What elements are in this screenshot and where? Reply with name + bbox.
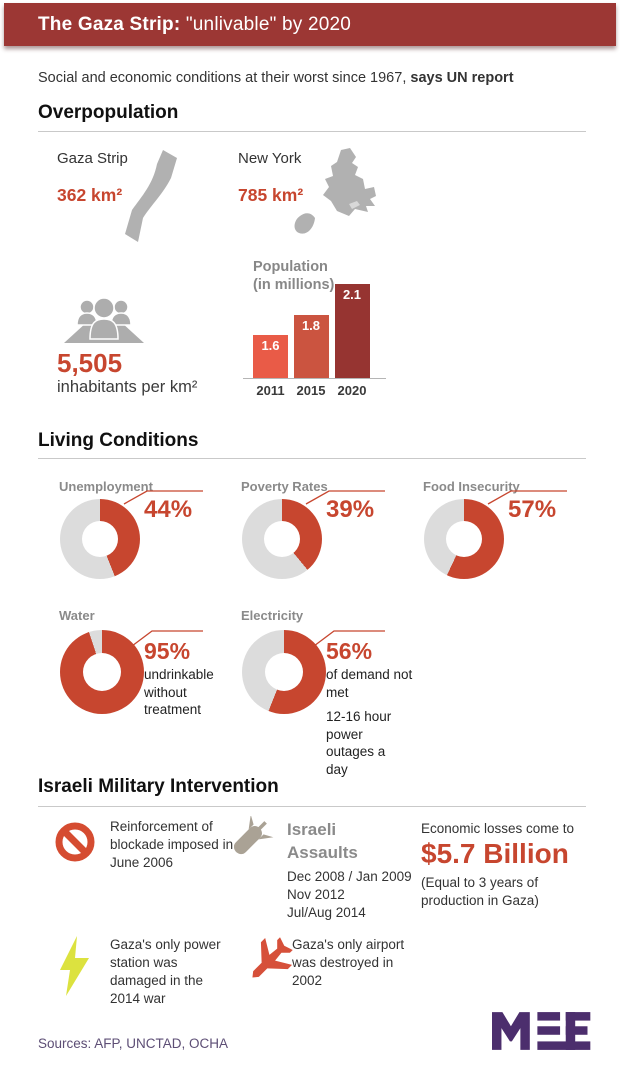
section-heading-living-conditions: Living Conditions bbox=[38, 430, 199, 451]
donut-value: 57% bbox=[508, 496, 557, 523]
economic-value: $5.7 Billion bbox=[421, 838, 569, 869]
gaza-area-label: Gaza Strip bbox=[57, 150, 128, 167]
donut-chart-food-insecurity bbox=[424, 499, 504, 579]
subtitle bbox=[38, 70, 514, 86]
subtitle-text: Social and economic conditions at their worst since 1967, bbox=[38, 70, 411, 86]
page-title-rest: "unlivable" by 2020 bbox=[180, 13, 352, 35]
no-entry-icon bbox=[55, 822, 95, 862]
density-value: 5,505 bbox=[57, 348, 123, 378]
x-tick-2015: 2015 bbox=[296, 383, 326, 398]
donut-value: 95% bbox=[144, 638, 191, 664]
power-station-text: Gaza's only power station was damaged in the 2014 war bbox=[110, 937, 221, 1006]
economic-note: (Equal to 3 years of production in Gaza) bbox=[421, 875, 539, 908]
x-tick-2020: 2020 bbox=[337, 383, 367, 398]
bar-2020 bbox=[335, 284, 370, 378]
donut-label: Poverty Rates bbox=[241, 479, 328, 494]
lightning-icon bbox=[60, 936, 90, 996]
assaults-title bbox=[287, 818, 358, 864]
assaults-title-line1: Israeli bbox=[287, 820, 337, 839]
plane-icon bbox=[242, 934, 294, 990]
assault-date: Nov 2012 bbox=[287, 887, 345, 902]
newyork-map-icon bbox=[292, 148, 376, 248]
donut-note: of demand not met bbox=[326, 667, 413, 700]
donut-cell-poverty bbox=[240, 470, 422, 600]
newyork-area-value: 785 km² bbox=[238, 185, 304, 205]
section-heading-military: Israeli Military Intervention bbox=[38, 776, 279, 797]
assault-date: Dec 2008 / Jan 2009 bbox=[287, 869, 412, 884]
blockade-text: Reinforcement of blockade imposed in June 2006 bbox=[110, 819, 234, 870]
donut-note-secondary: 12-16 hour power outages a day bbox=[326, 709, 392, 777]
bomb-icon bbox=[234, 816, 284, 870]
population-bar-chart bbox=[0, 250, 620, 378]
donut-label: Unemployment bbox=[59, 479, 153, 494]
assault-date: Jul/Aug 2014 bbox=[287, 905, 366, 920]
mee-logo bbox=[492, 1012, 596, 1050]
bar-2015-value: 1.8 bbox=[301, 318, 321, 333]
newyork-area-label: New York bbox=[238, 150, 302, 167]
bar-2011 bbox=[253, 335, 288, 378]
donut-chart-unemployment bbox=[60, 499, 140, 579]
donut-note: undrinkable without treatment bbox=[144, 667, 214, 717]
subtitle-bold: says UN report bbox=[410, 70, 514, 86]
section-divider bbox=[38, 131, 586, 132]
donut-cell-electricity bbox=[240, 600, 422, 780]
donut-value: 56% bbox=[326, 638, 373, 664]
donut-chart-electricity bbox=[242, 630, 326, 714]
donut-value: 39% bbox=[326, 496, 375, 523]
x-axis-line bbox=[243, 378, 386, 379]
donut-label: Electricity bbox=[241, 608, 304, 623]
header-bar bbox=[4, 3, 616, 46]
gaza-area-value: 362 km² bbox=[57, 185, 123, 205]
bar-2015 bbox=[294, 315, 329, 378]
donut-chart-water bbox=[60, 630, 144, 714]
bar-2011-value: 1.6 bbox=[261, 338, 280, 353]
gaza-strip-map-icon bbox=[116, 148, 184, 248]
page-title-bold: The Gaza Strip: bbox=[38, 13, 181, 35]
assaults-title-line2: Assaults bbox=[287, 843, 358, 862]
donut-cell-food-insecurity bbox=[422, 470, 604, 600]
x-tick-2011: 2011 bbox=[256, 383, 285, 398]
population-chart-title-line1: Population bbox=[253, 259, 328, 275]
airport-text: Gaza's only airport was destroyed in 2002 bbox=[292, 937, 405, 988]
sources-text: Sources: AFP, UNCTAD, OCHA bbox=[38, 1036, 229, 1051]
donut-label: Food Insecurity bbox=[423, 479, 520, 494]
donut-chart-poverty bbox=[242, 499, 322, 579]
bar-2020-value: 2.1 bbox=[342, 287, 362, 302]
population-chart-title-line2: (in millions) bbox=[253, 277, 335, 293]
donut-value: 44% bbox=[144, 496, 193, 523]
donut-cell-unemployment bbox=[58, 470, 240, 600]
assaults-dates bbox=[287, 868, 412, 922]
economic-intro: Economic losses come to bbox=[421, 821, 575, 836]
donut-label: Water bbox=[59, 608, 95, 623]
section-divider bbox=[38, 458, 586, 459]
density-label: inhabitants per km² bbox=[57, 378, 198, 396]
section-heading-overpopulation: Overpopulation bbox=[38, 102, 179, 123]
donut-cell-water bbox=[58, 600, 240, 780]
page-title bbox=[38, 14, 351, 36]
section-divider bbox=[38, 806, 586, 807]
